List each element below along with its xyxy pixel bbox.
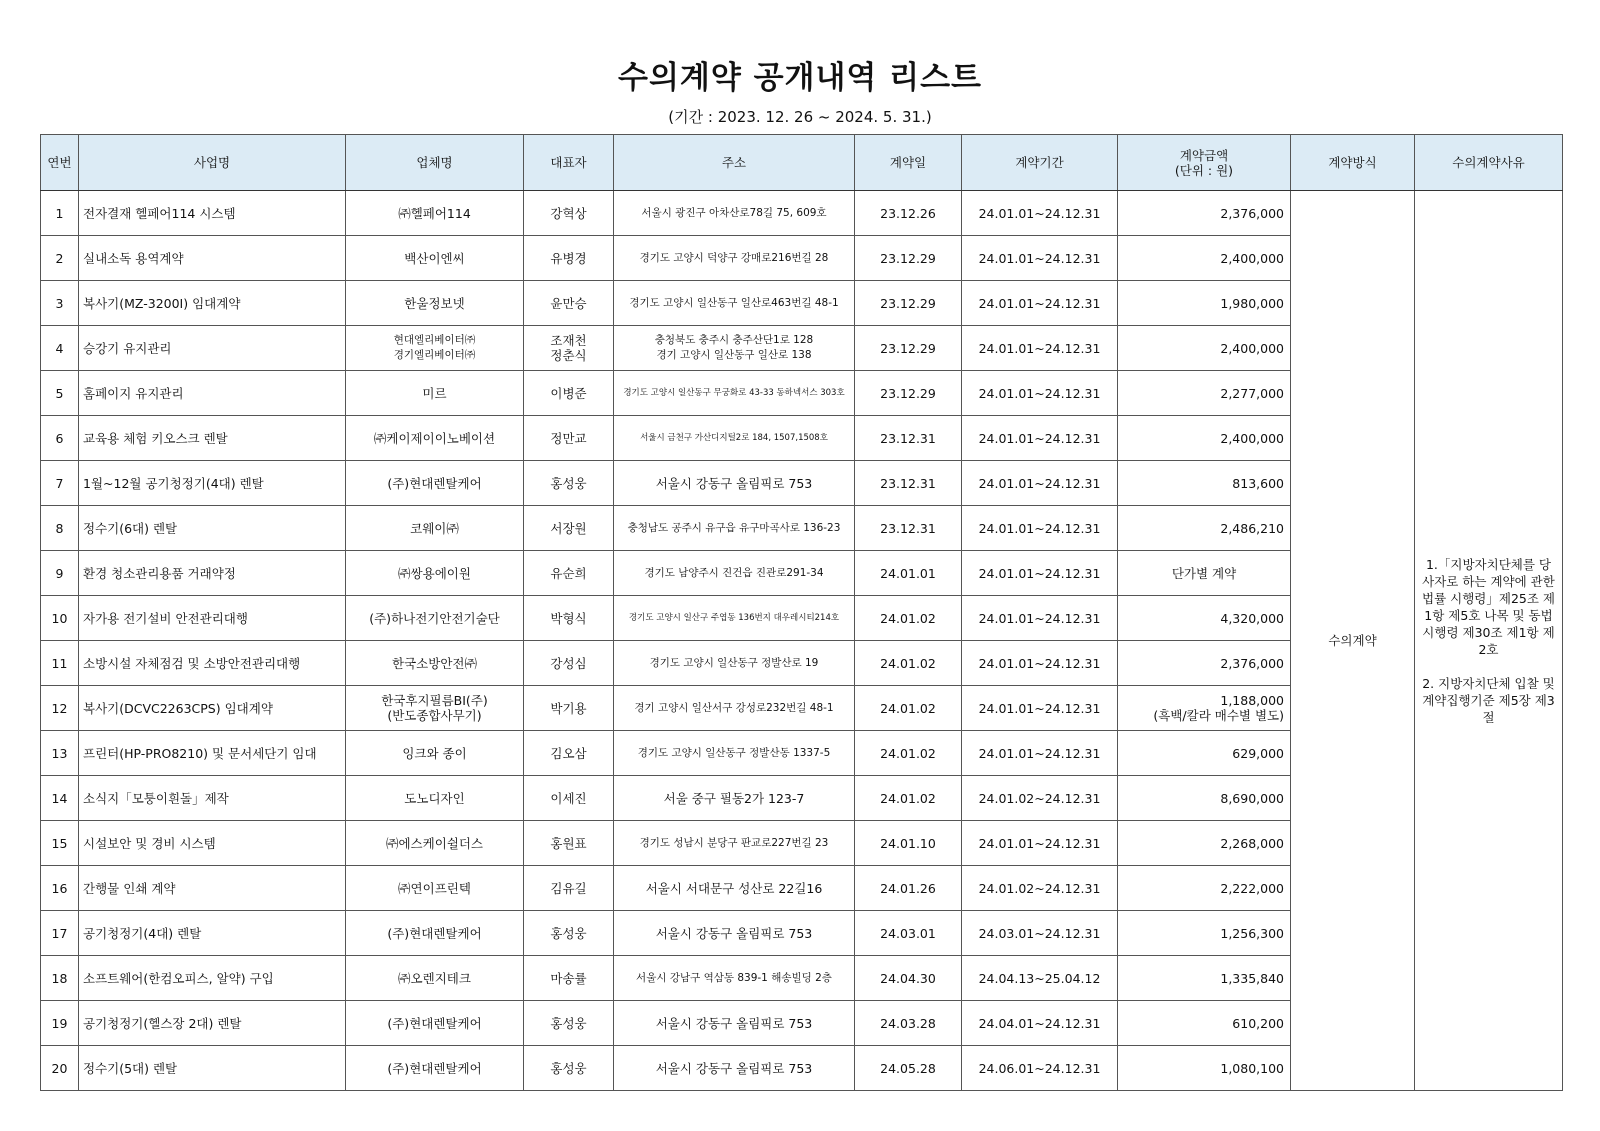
cell-contract-period: 24.03.01~24.12.31 [962,911,1118,956]
cell-address: 경기 고양시 일산서구 강성로232번길 48-1 [614,686,855,731]
company-line-1: 한국후지필름BI(주) [381,693,488,708]
cell-company: 한국소방안전㈜ [346,641,524,686]
cell-project: 1월~12월 공기청정기(4대) 렌탈 [79,461,346,506]
address-line-2: 경기 고양시 일산동구 일산로 138 [656,349,812,361]
cell-no: 19 [41,1001,79,1046]
cell-amount: 2,376,000 [1118,191,1291,236]
cell-company: ㈜오렌지테크 [346,956,524,1001]
cell-amount: 629,000 [1118,731,1291,776]
cell-no: 16 [41,866,79,911]
cell-address: 서울시 강남구 역삼동 839-1 해송빌딩 2층 [614,956,855,1001]
cell-contract-period: 24.01.01~24.12.31 [962,686,1118,731]
cell-contract-period: 24.01.01~24.12.31 [962,326,1118,371]
cell-contract-date: 23.12.29 [855,371,962,416]
cell-contract-period: 24.01.01~24.12.31 [962,371,1118,416]
cell-contract-date: 24.01.02 [855,731,962,776]
address-line-1: 충청북도 충주시 충주산단1로 128 [654,334,814,346]
cell-project: 자가용 전기설비 안전관리대행 [79,596,346,641]
cell-project: 정수기(6대) 렌탈 [79,506,346,551]
cell-no: 20 [41,1046,79,1091]
cell-company: ㈜에스케이쉴더스 [346,821,524,866]
cell-contract-period: 24.01.01~24.12.31 [962,416,1118,461]
cell-amount: 2,400,000 [1118,326,1291,371]
cell-project: 프린터(HP-PRO8210) 및 문서세단기 임대 [79,731,346,776]
cell-address: 서울시 서대문구 성산로 22길16 [614,866,855,911]
cell-address [614,326,855,371]
cell-company: ㈜연이프린텍 [346,866,524,911]
rep-line-1: 조재천 [550,333,587,348]
cell-contract-date: 23.12.29 [855,326,962,371]
cell-project: 홈페이지 유지관리 [79,371,346,416]
cell-company: ㈜헬페어114 [346,191,524,236]
cell-company: 잉크와 종이 [346,731,524,776]
cell-amount: 2,277,000 [1118,371,1291,416]
header-amount-label: 계약금액 [1179,147,1229,163]
cell-contract-date: 23.12.29 [855,281,962,326]
cell-representative: 김오삼 [524,731,614,776]
cell-company: 미르 [346,371,524,416]
cell-project: 소프트웨어(한컴오피스, 알약) 구입 [79,956,346,1001]
cell-representative: 서장원 [524,506,614,551]
cell-address: 경기도 남양주시 진건읍 진관로291-34 [614,551,855,596]
cell-contract-period: 24.06.01~24.12.31 [962,1046,1118,1091]
table-header-row [41,135,1563,191]
cell-company: (주)현대렌탈케어 [346,1001,524,1046]
cell-company: (주)현대렌탈케어 [346,911,524,956]
cell-representative: 박형식 [524,596,614,641]
cell-amount: 2,400,000 [1118,416,1291,461]
cell-amount: 1,256,300 [1118,911,1291,956]
cell-amount: 2,376,000 [1118,641,1291,686]
cell-address: 서울시 금천구 가산디지털2로 184, 1507,1508호 [614,416,855,461]
amount-value: 1,188,000 [1220,693,1284,708]
cell-no: 1 [41,191,79,236]
header-contract-period: 계약기간 [962,135,1118,191]
cell-contract-date: 24.01.02 [855,686,962,731]
cell-address: 충청남도 공주시 유구읍 유구마곡사로 136-23 [614,506,855,551]
cell-contract-date: 24.05.28 [855,1046,962,1091]
cell-project: 실내소독 용역계약 [79,236,346,281]
cell-representative: 홍성웅 [524,911,614,956]
cell-contract-date: 23.12.26 [855,191,962,236]
cell-address: 서울시 강동구 올림픽로 753 [614,461,855,506]
cell-representative: 유병경 [524,236,614,281]
reason-part-1: 1.「지방자치단체를 당사자로 하는 계약에 관한 법률 시행령」제25조 제1항 제5호 나목 및 동법 시행령 제30조 제1항 제2호 [1422,556,1555,657]
cell-project: 복사기(MZ-3200I) 임대계약 [79,281,346,326]
cell-contract-period: 24.04.01~24.12.31 [962,1001,1118,1046]
cell-amount: 4,320,000 [1118,596,1291,641]
cell-reason [1415,191,1563,1091]
cell-contract-period: 24.01.02~24.12.31 [962,776,1118,821]
cell-representative: 홍성웅 [524,1001,614,1046]
cell-no: 9 [41,551,79,596]
header-representative: 대표자 [524,135,614,191]
cell-no: 5 [41,371,79,416]
cell-company: 코웨이㈜ [346,506,524,551]
cell-contract-period: 24.01.01~24.12.31 [962,551,1118,596]
cell-address: 서울시 강동구 올림픽로 753 [614,1046,855,1091]
cell-contract-period: 24.01.01~24.12.31 [962,281,1118,326]
cell-contract-date: 24.01.02 [855,776,962,821]
cell-contract-period: 24.01.01~24.12.31 [962,641,1118,686]
cell-representative: 홍성웅 [524,461,614,506]
cell-contract-date: 23.12.31 [855,506,962,551]
cell-no: 14 [41,776,79,821]
cell-project: 전자결재 헬페어114 시스템 [79,191,346,236]
cell-amount: 813,600 [1118,461,1291,506]
cell-project: 공기청정기(4대) 렌탈 [79,911,346,956]
company-line-2: (반도종합사무기) [387,708,482,723]
header-address: 주소 [614,135,855,191]
cell-representative: 강성심 [524,641,614,686]
cell-amount: 2,222,000 [1118,866,1291,911]
cell-representative: 마송률 [524,956,614,1001]
contract-table [40,134,1563,1091]
cell-representative: 김유길 [524,866,614,911]
cell-address: 서울 중구 필동2가 123-7 [614,776,855,821]
cell-no: 2 [41,236,79,281]
header-no: 연번 [41,135,79,191]
header-method: 계약방식 [1291,135,1415,191]
cell-contract-period: 24.04.13~25.04.12 [962,956,1118,1001]
cell-amount: 1,335,840 [1118,956,1291,1001]
cell-project: 소식지「모퉁이흰돌」제작 [79,776,346,821]
header-amount [1118,135,1291,191]
cell-project: 소방시설 자체점검 및 소방안전관리대행 [79,641,346,686]
company-line-2: 경기엘리베이터㈜ [393,349,476,361]
table-row [41,191,1563,236]
cell-representative: 강혁상 [524,191,614,236]
cell-contract-date: 23.12.29 [855,236,962,281]
cell-amount: 2,400,000 [1118,236,1291,281]
cell-contract-period: 24.01.01~24.12.31 [962,731,1118,776]
cell-no: 7 [41,461,79,506]
cell-no: 13 [41,731,79,776]
cell-project: 승강기 유지관리 [79,326,346,371]
cell-amount: 2,268,000 [1118,821,1291,866]
cell-representative: 유순희 [524,551,614,596]
cell-contract-date: 23.12.31 [855,416,962,461]
cell-contract-date: 24.03.28 [855,1001,962,1046]
cell-representative: 이병준 [524,371,614,416]
header-amount-unit: (단위 : 원) [1174,162,1234,178]
cell-project: 환경 청소관리용품 거래약정 [79,551,346,596]
page-title: 수의계약 공개내역 리스트 [618,60,982,96]
header-reason: 수의계약사유 [1415,135,1563,191]
cell-contract-period: 24.01.01~24.12.31 [962,191,1118,236]
cell-contract-date: 23.12.31 [855,461,962,506]
cell-address: 경기도 성남시 분당구 판교로227번길 23 [614,821,855,866]
cell-company [346,686,524,731]
cell-company [346,326,524,371]
cell-address: 서울시 강동구 올림픽로 753 [614,911,855,956]
cell-representative: 홍성웅 [524,1046,614,1091]
cell-address: 서울시 광진구 아차산로78길 75, 609호 [614,191,855,236]
cell-address: 경기도 고양시 일산동구 정발산동 1337-5 [614,731,855,776]
cell-no: 8 [41,506,79,551]
cell-amount [1118,686,1291,731]
cell-no: 11 [41,641,79,686]
cell-address: 경기도 고양시 일산구 주엽동 136번지 대우레시티214호 [614,596,855,641]
cell-company: (주)현대렌탈케어 [346,1046,524,1091]
cell-contract-period: 24.01.01~24.12.31 [962,506,1118,551]
reason-part-2: 2. 지방자치단체 입찰 및 계약집행기준 제5장 제3절 [1422,675,1555,725]
cell-project: 복사기(DCVC2263CPS) 임대계약 [79,686,346,731]
cell-contract-period: 24.01.02~24.12.31 [962,866,1118,911]
header-company: 업체명 [346,135,524,191]
header-project: 사업명 [79,135,346,191]
period-subtitle: (기간 : 2023. 12. 26 ~ 2024. 5. 31.) [668,108,932,126]
cell-method: 수의계약 [1291,191,1415,1091]
cell-contract-date: 24.01.26 [855,866,962,911]
cell-amount: 1,980,000 [1118,281,1291,326]
rep-line-2: 정춘식 [550,348,587,363]
cell-project: 간행물 인쇄 계약 [79,866,346,911]
cell-project: 공기청정기(헬스장 2대) 렌탈 [79,1001,346,1046]
cell-amount: 단가별 계약 [1118,551,1291,596]
cell-contract-period: 24.01.01~24.12.31 [962,461,1118,506]
cell-project: 시설보안 및 경비 시스템 [79,821,346,866]
cell-address: 경기도 고양시 일산동구 일산로463번길 48-1 [614,281,855,326]
cell-company: 한울정보넷 [346,281,524,326]
cell-representative: 이세진 [524,776,614,821]
cell-no: 15 [41,821,79,866]
cell-representative: 홍원표 [524,821,614,866]
cell-address: 경기도 고양시 일산동구 무궁화로 43-33 동하넥서스 303호 [614,371,855,416]
amount-note: (흑백/칼라 매수별 별도) [1153,708,1284,723]
cell-amount: 2,486,210 [1118,506,1291,551]
cell-company: ㈜케이제이이노베이션 [346,416,524,461]
cell-contract-date: 24.01.10 [855,821,962,866]
cell-contract-period: 24.01.01~24.12.31 [962,596,1118,641]
cell-contract-date: 24.03.01 [855,911,962,956]
cell-amount: 610,200 [1118,1001,1291,1046]
company-line-1: 현대엘리베이터㈜ [393,334,476,346]
cell-no: 3 [41,281,79,326]
cell-contract-date: 24.01.02 [855,596,962,641]
cell-contract-date: 24.01.01 [855,551,962,596]
cell-representative: 박기용 [524,686,614,731]
cell-address: 경기도 고양시 일산동구 정발산로 19 [614,641,855,686]
cell-no: 4 [41,326,79,371]
cell-company: (주)하나전기안전기술단 [346,596,524,641]
cell-company: ㈜쌍용에이원 [346,551,524,596]
cell-contract-period: 24.01.01~24.12.31 [962,236,1118,281]
cell-no: 18 [41,956,79,1001]
cell-contract-date: 24.04.30 [855,956,962,1001]
cell-amount: 1,080,100 [1118,1046,1291,1091]
reason-spacer [1421,658,1556,675]
cell-representative [524,326,614,371]
cell-company: (주)현대렌탈케어 [346,461,524,506]
cell-company: 도노디자인 [346,776,524,821]
cell-address: 서울시 강동구 올림픽로 753 [614,1001,855,1046]
cell-no: 17 [41,911,79,956]
cell-no: 6 [41,416,79,461]
cell-address: 경기도 고양시 덕양구 강매로216번길 28 [614,236,855,281]
cell-company: 백산이엔씨 [346,236,524,281]
cell-representative: 윤만승 [524,281,614,326]
cell-project: 정수기(5대) 렌탈 [79,1046,346,1091]
cell-contract-period: 24.01.01~24.12.31 [962,821,1118,866]
cell-amount: 8,690,000 [1118,776,1291,821]
cell-no: 12 [41,686,79,731]
header-contract-date: 계약일 [855,135,962,191]
cell-representative: 정만교 [524,416,614,461]
cell-no: 10 [41,596,79,641]
cell-project: 교육용 체험 키오스크 렌탈 [79,416,346,461]
cell-contract-date: 24.01.02 [855,641,962,686]
